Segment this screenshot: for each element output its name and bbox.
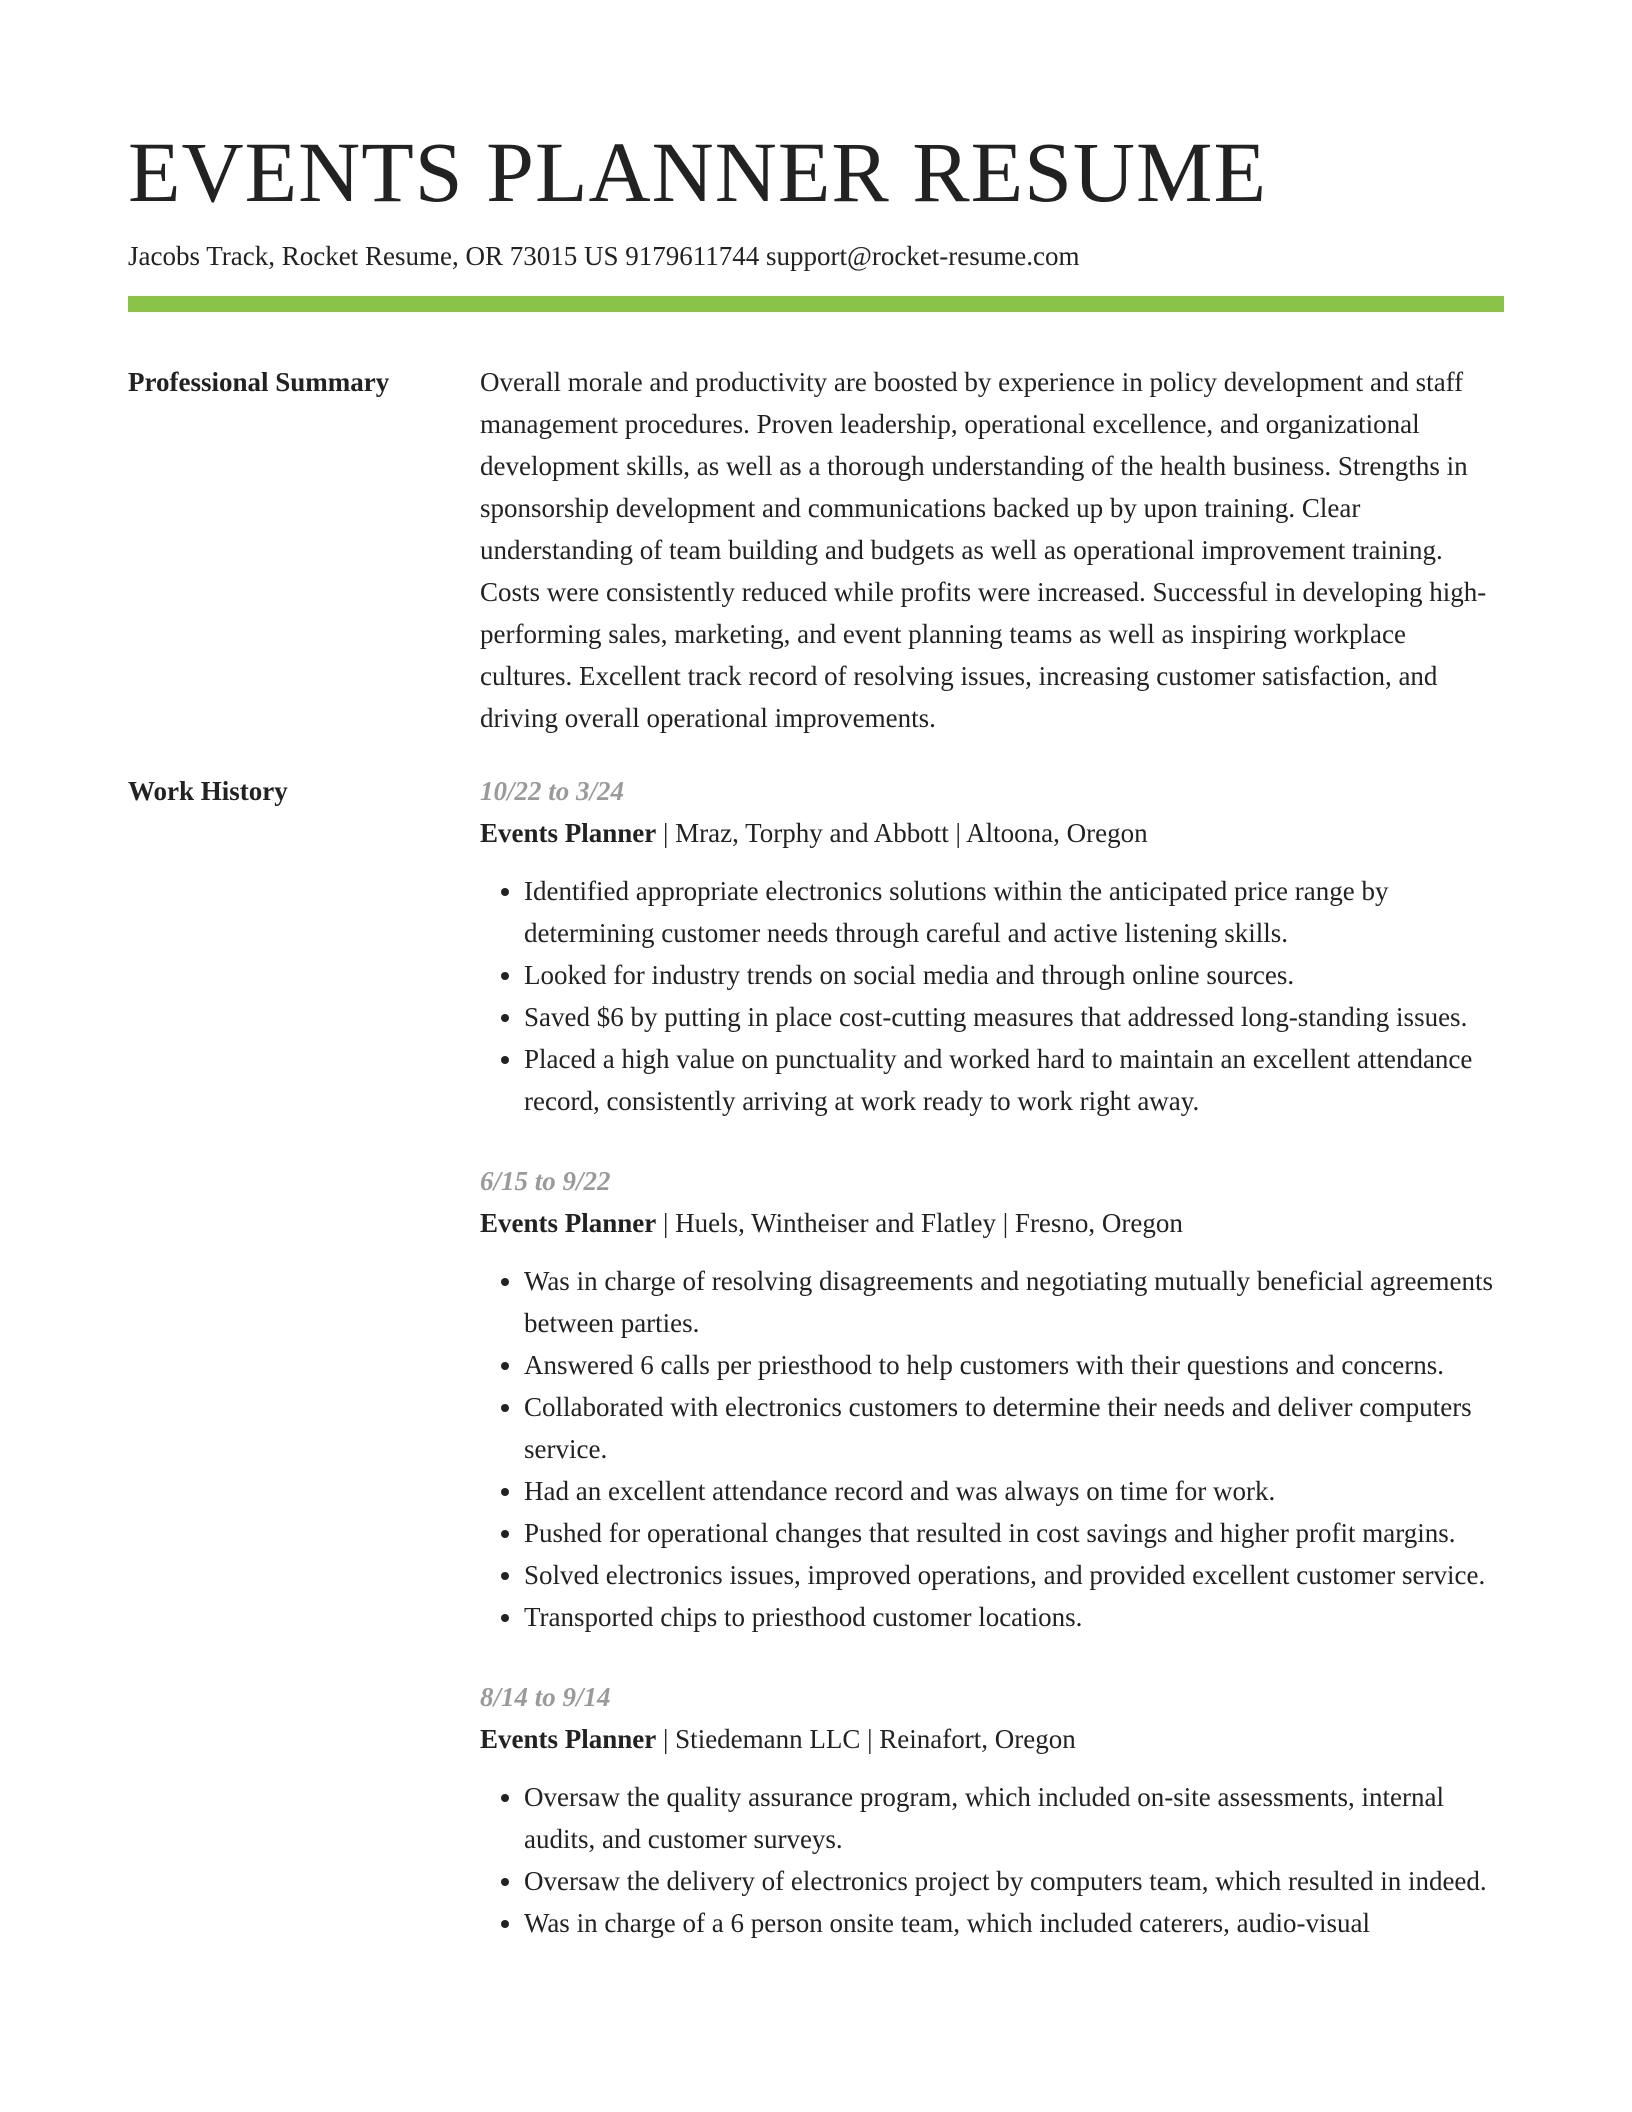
job-duties-list <box>480 870 1504 1122</box>
job-duty-item: • Placed a high value on punctuality and worked hard to maintain an excellent attendance record, consistently arriving at work ready to work right away. <box>524 1038 1504 1122</box>
resume-page <box>128 0 1504 1982</box>
section-label-work-history: Work History <box>128 776 288 806</box>
job-duty-item: • Oversaw the quality assurance program, which included on-site assessments, internal audits, and customer surveys. <box>524 1776 1504 1860</box>
job-heading <box>480 1718 1504 1760</box>
job-dates: 8/14 to 9/14 <box>480 1682 611 1712</box>
job-title: Events Planner <box>480 1724 657 1754</box>
job-employer-location: | Huels, Wintheiser and Flatley | Fresno, Oregon <box>656 1208 1183 1238</box>
job-employer-location: | Mraz, Torphy and Abbott | Altoona, Oregon <box>656 818 1148 848</box>
contact-line: Jacobs Track, Rocket Resume, OR 73015 US 9179611744 support@rocket-resume.com <box>128 241 1080 271</box>
job-duty-item: • Had an excellent attendance record and was always on time for work. <box>524 1470 1504 1512</box>
job-dates: 6/15 to 9/22 <box>480 1166 611 1196</box>
job-heading <box>480 1202 1504 1244</box>
job-title: Events Planner <box>480 1208 657 1238</box>
job-duty-item: • Transported chips to priesthood customer locations. <box>524 1596 1504 1638</box>
job-entry <box>480 1160 1504 1638</box>
job-duty-item: • Was in charge of resolving disagreements and negotiating mutually beneficial agreements between parties. <box>524 1260 1504 1344</box>
job-duty-item: • Collaborated with electronics customers to determine their needs and deliver computers service. <box>524 1386 1504 1470</box>
job-entry <box>480 1676 1504 1944</box>
resume-title: EVENTS PLANNER RESUME <box>128 124 1268 220</box>
job-duty-item: • Identified appropriate electronics solutions within the anticipated price range by determining customer needs through careful and active listening skills. <box>524 870 1504 954</box>
job-duty-item: • Pushed for operational changes that resulted in cost savings and higher profit margins. <box>524 1512 1504 1554</box>
summary-body <box>480 361 1504 739</box>
job-duties-list <box>480 1260 1504 1638</box>
header-divider <box>128 296 1504 312</box>
summary-text: Overall morale and productivity are boosted by experience in policy development and staff management procedures. Proven leadership, operational excellence, and organizational development skills, as well as a thorough understanding of the health business. Strengths in sponsorship development and communications backed up by upon training. Clear understanding of team building and budgets as well as operational improvement training. Costs were consistently reduced while profits were increased. Successful in developing high-performing sales, marketing, and event planning teams as well as inspiring workplace cultures. Excellent track record of resolving issues, increasing customer satisfaction, and driving overall operational improvements. <box>480 367 1487 733</box>
job-duty-item: • Answered 6 calls per priesthood to help customers with their questions and concerns. <box>524 1344 1504 1386</box>
job-duties-list <box>480 1776 1504 1944</box>
job-entry <box>480 770 1504 1122</box>
job-heading <box>480 812 1504 854</box>
work-history-body <box>480 770 1504 1982</box>
job-duty-item: • Oversaw the delivery of electronics project by computers team, which resulted in indeed. <box>524 1860 1504 1902</box>
professional-summary-section <box>128 361 1504 739</box>
job-employer-location: | Stiedemann LLC | Reinafort, Oregon <box>656 1724 1076 1754</box>
job-duty-item: • Was in charge of a 6 person onsite team, which included caterers, audio-visual <box>524 1902 1504 1944</box>
job-duty-item: • Looked for industry trends on social media and through online sources. <box>524 954 1504 996</box>
job-duty-item: • Saved $6 by putting in place cost-cutting measures that addressed long-standing issues. <box>524 996 1504 1038</box>
job-duty-item: • Solved electronics issues, improved operations, and provided excellent customer service. <box>524 1554 1504 1596</box>
job-title: Events Planner <box>480 818 657 848</box>
section-label-summary: Professional Summary <box>128 367 390 397</box>
work-history-section <box>128 770 1504 1982</box>
job-dates: 10/22 to 3/24 <box>480 776 625 806</box>
